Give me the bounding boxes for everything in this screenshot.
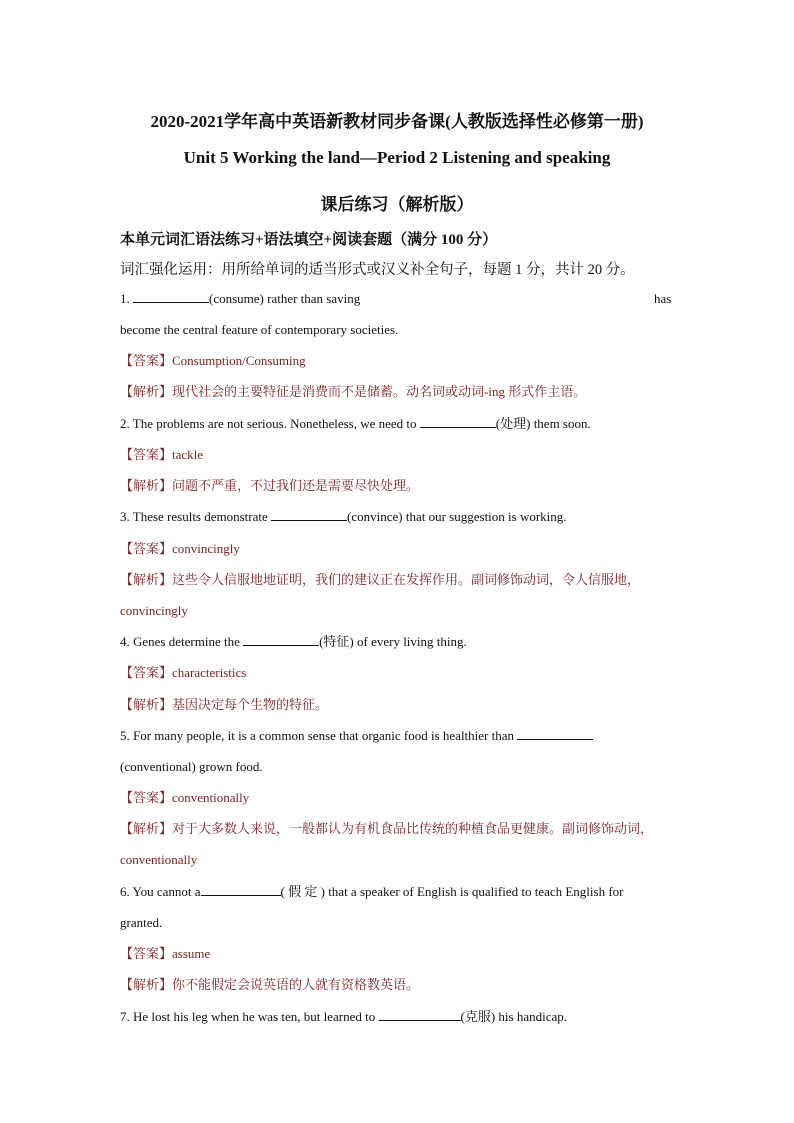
- answer-label: 【答案】: [120, 790, 173, 805]
- analysis-2-text: 问题不严重，不过我们还是需要尽快处理。: [172, 478, 420, 493]
- analysis-label: 【解析】: [120, 977, 173, 992]
- answer-4-value: characteristics: [172, 665, 247, 680]
- answer-label: 【答案】: [120, 447, 173, 462]
- answer-2: [120, 446, 203, 464]
- unit-subtitle: Unit 5 Working the land—Period 2 Listening and speaking: [183, 148, 611, 167]
- question-4: [120, 633, 467, 651]
- analysis-label: 【解析】: [120, 478, 173, 493]
- analysis-label: 【解析】: [120, 384, 173, 399]
- question-4-blank: [243, 633, 319, 646]
- question-2-text-before: 2. The problems are not serious. Nonetheless, we need to: [120, 416, 417, 431]
- answer-label: 【答案】: [120, 665, 173, 680]
- question-7-text-before: 7. He lost his leg when he was ten, but learned to: [120, 1009, 376, 1024]
- analysis-4: [120, 696, 328, 714]
- answer-label: 【答案】: [120, 541, 173, 556]
- section-heading: 本单元词汇语法练习+语法填空+阅读套题（满分 100 分）: [120, 232, 498, 248]
- analysis-1-text: 现代社会的主要特征是消费而不是储蓄。动名词或动词-ing 形式作主语。: [172, 384, 587, 399]
- answer-label: 【答案】: [120, 946, 173, 961]
- question-5-line2: (conventional) grown food.: [120, 759, 263, 774]
- answer-2-value: tackle: [172, 447, 204, 462]
- answer-3-value: convincingly: [172, 541, 240, 556]
- analysis-6-text: 你不能假定会说英语的人就有资格教英语。: [172, 977, 420, 992]
- analysis-6: [120, 976, 419, 994]
- analysis-5: [120, 820, 653, 838]
- answer-5: [120, 789, 249, 807]
- question-3: [120, 508, 567, 526]
- question-7: [120, 1008, 567, 1026]
- question-1-text-right: has: [654, 291, 672, 306]
- answer-4: [120, 664, 246, 682]
- question-7-blank: [379, 1008, 461, 1021]
- analysis-2: [120, 477, 419, 495]
- question-1: [120, 290, 360, 308]
- question-2-blank: [420, 415, 496, 428]
- analysis-4-text: 基因决定每个生物的特征。: [172, 697, 329, 712]
- analysis-3-line2: convincingly: [120, 603, 188, 618]
- question-5: [120, 727, 593, 745]
- question-2: [120, 415, 591, 433]
- answer-1-value: Consumption/Consuming: [172, 353, 306, 368]
- question-5-text-before: 5. For many people, it is a common sense that organic food is healthier than: [120, 728, 515, 743]
- analysis-3: [120, 571, 640, 589]
- question-3-text-after: (convince) that our suggestion is working.: [347, 509, 567, 524]
- question-1-line2: become the central feature of contemporary societies.: [120, 322, 399, 337]
- answer-5-value: conventionally: [172, 790, 250, 805]
- exercise-subtitle: 课后练习（解析版）: [320, 195, 474, 214]
- analysis-5-line2: conventionally: [120, 852, 198, 867]
- analysis-label: 【解析】: [120, 821, 173, 836]
- analysis-label: 【解析】: [120, 572, 173, 587]
- analysis-1: [120, 383, 586, 401]
- section-instruction: 词汇强化运用：用所给单词的适当形式或汉义补全句子，每题 1 分，共计 20 分。: [120, 262, 635, 278]
- question-3-blank: [271, 508, 347, 521]
- question-4-text-before: 4. Genes determine the: [120, 634, 240, 649]
- answer-6-value: assume: [172, 946, 211, 961]
- document-title: 2020-2021学年高中英语新教材同步备课(人教版选择性必修第一册): [150, 112, 644, 131]
- question-1-text-before: 1.: [120, 291, 130, 306]
- answer-3: [120, 540, 240, 558]
- question-1-blank: [133, 290, 209, 303]
- analysis-3-text: 这些令人信服地地证明，我们的建议正在发挥作用。副词修饰动词，令人信服地，: [172, 572, 641, 587]
- question-6-text-after: ( 假 定 ) that a speaker of English is qualified to teach English for: [280, 884, 624, 899]
- analysis-5-text: 对于大多数人来说，一般都认为有机食品比传统的种植食品更健康。副词修饰动词，: [172, 821, 654, 836]
- question-6: [120, 883, 624, 901]
- question-2-text-after: (处理) them soon.: [495, 416, 591, 431]
- question-4-text-after: (特征) of every living thing.: [319, 634, 467, 649]
- question-6-line2: granted.: [120, 915, 163, 930]
- analysis-label: 【解析】: [120, 697, 173, 712]
- question-1-text-after: (consume) rather than saving: [209, 291, 361, 306]
- question-3-text-before: 3. These results demonstrate: [120, 509, 268, 524]
- question-7-text-after: (克服) his handicap.: [460, 1009, 568, 1024]
- question-6-blank: [201, 883, 281, 896]
- answer-1: [120, 352, 306, 370]
- question-5-blank: [517, 727, 593, 740]
- answer-6: [120, 945, 210, 963]
- answer-label: 【答案】: [120, 353, 173, 368]
- question-6-text-before: 6. You cannot a: [120, 884, 201, 899]
